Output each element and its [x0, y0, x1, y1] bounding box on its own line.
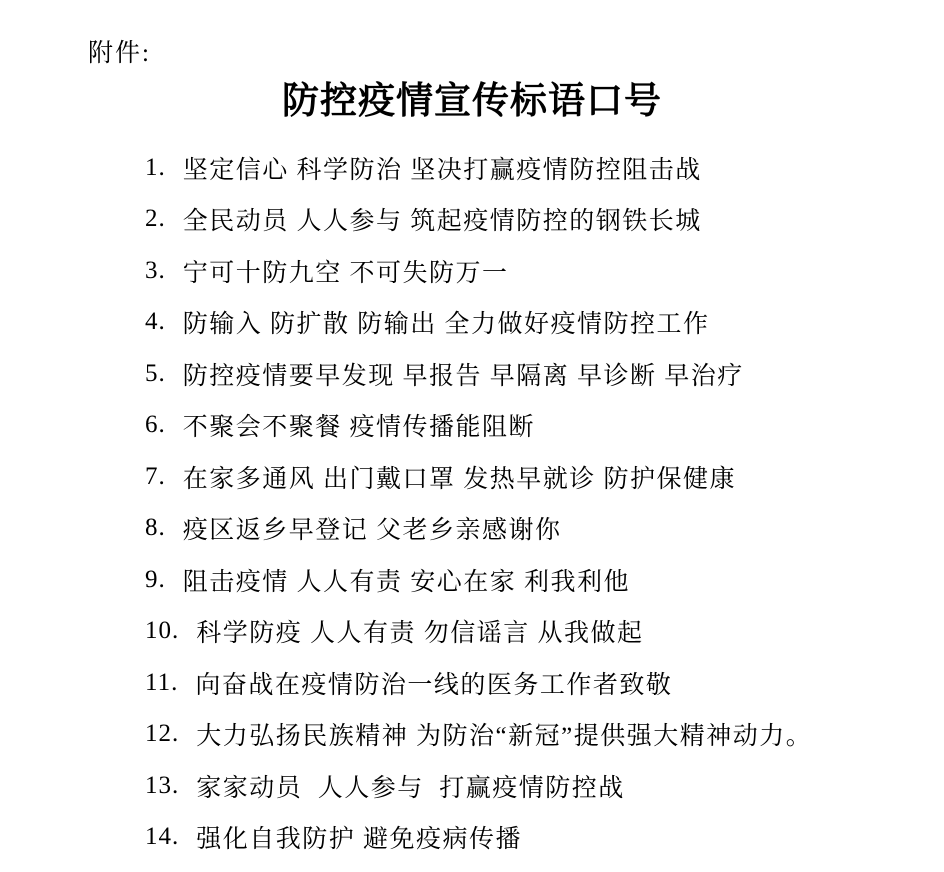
list-item-number: 7. [145, 462, 166, 490]
list-item [145, 400, 928, 452]
list-item [145, 709, 928, 761]
list-item [145, 606, 928, 658]
list-item-number: 13. [145, 771, 180, 799]
list-item [145, 760, 928, 812]
list-item [145, 297, 928, 349]
list-item [145, 451, 928, 503]
list-item [145, 142, 928, 194]
list-item [145, 348, 928, 400]
list-item-number: 10. [145, 617, 180, 645]
list-item [145, 503, 928, 555]
list-item-number: 5. [145, 359, 166, 387]
list-item-text: 坚定信心 科学防治 坚决打赢疫情防控阻击战 [182, 156, 702, 184]
list-item-text: 家家动员 人人参与 打赢疫情防控战 [196, 774, 625, 802]
list-item-text: 疫区返乡早登记 父老乡亲感谢你 [182, 517, 562, 545]
list-item-number: 11. [145, 668, 179, 696]
list-item [145, 812, 928, 864]
list-item-number: 8. [145, 514, 166, 542]
list-item-number: 12. [145, 720, 180, 748]
list-item-text: 不聚会不聚餐 疫情传播能阻断 [182, 414, 536, 442]
list-item-number: 14. [145, 823, 180, 851]
list-item-number: 6. [145, 411, 166, 439]
list-item-number: 4. [145, 308, 166, 336]
list-item [145, 194, 928, 246]
list-item-text: 全民动员 人人参与 筑起疫情防控的钢铁长城 [182, 208, 702, 236]
list-item-text: 防输入 防扩散 防输出 全力做好疫情防控工作 [182, 311, 710, 339]
page-title: 防控疫情宣传标语口号 [282, 81, 662, 122]
list-item [145, 554, 928, 606]
list-item-text: 在家多通风 出门戴口罩 发热早就诊 防护保健康 [182, 465, 737, 493]
list-item-number: 3. [145, 256, 166, 284]
list-item [145, 657, 928, 709]
list-item-number: 1. [145, 153, 166, 181]
list-item-text: 大力弘扬民族精神 为防治“新冠”提供强大精神动力。 [196, 723, 813, 751]
list-item-text: 强化自我防护 避免疫病传播 [196, 826, 523, 854]
list-item-text: 阻击疫情 人人有责 安心在家 利我利他 [182, 568, 631, 596]
slogan-list [145, 142, 928, 863]
list-item-number: 9. [145, 565, 166, 593]
list-item-text: 向奋战在疫情防治一线的医务工作者致敬 [195, 671, 673, 699]
list-item-text: 宁可十防九空 不可失防万一 [182, 259, 509, 287]
list-item-number: 2. [145, 205, 166, 233]
list-item-text: 科学防疫 人人有责 勿信谣言 从我做起 [196, 620, 644, 648]
list-item [145, 245, 928, 297]
attachment-label: 附件: [88, 40, 151, 67]
list-item-text: 防控疫情要早发现 早报告 早隔离 早诊断 早治疗 [182, 362, 744, 390]
